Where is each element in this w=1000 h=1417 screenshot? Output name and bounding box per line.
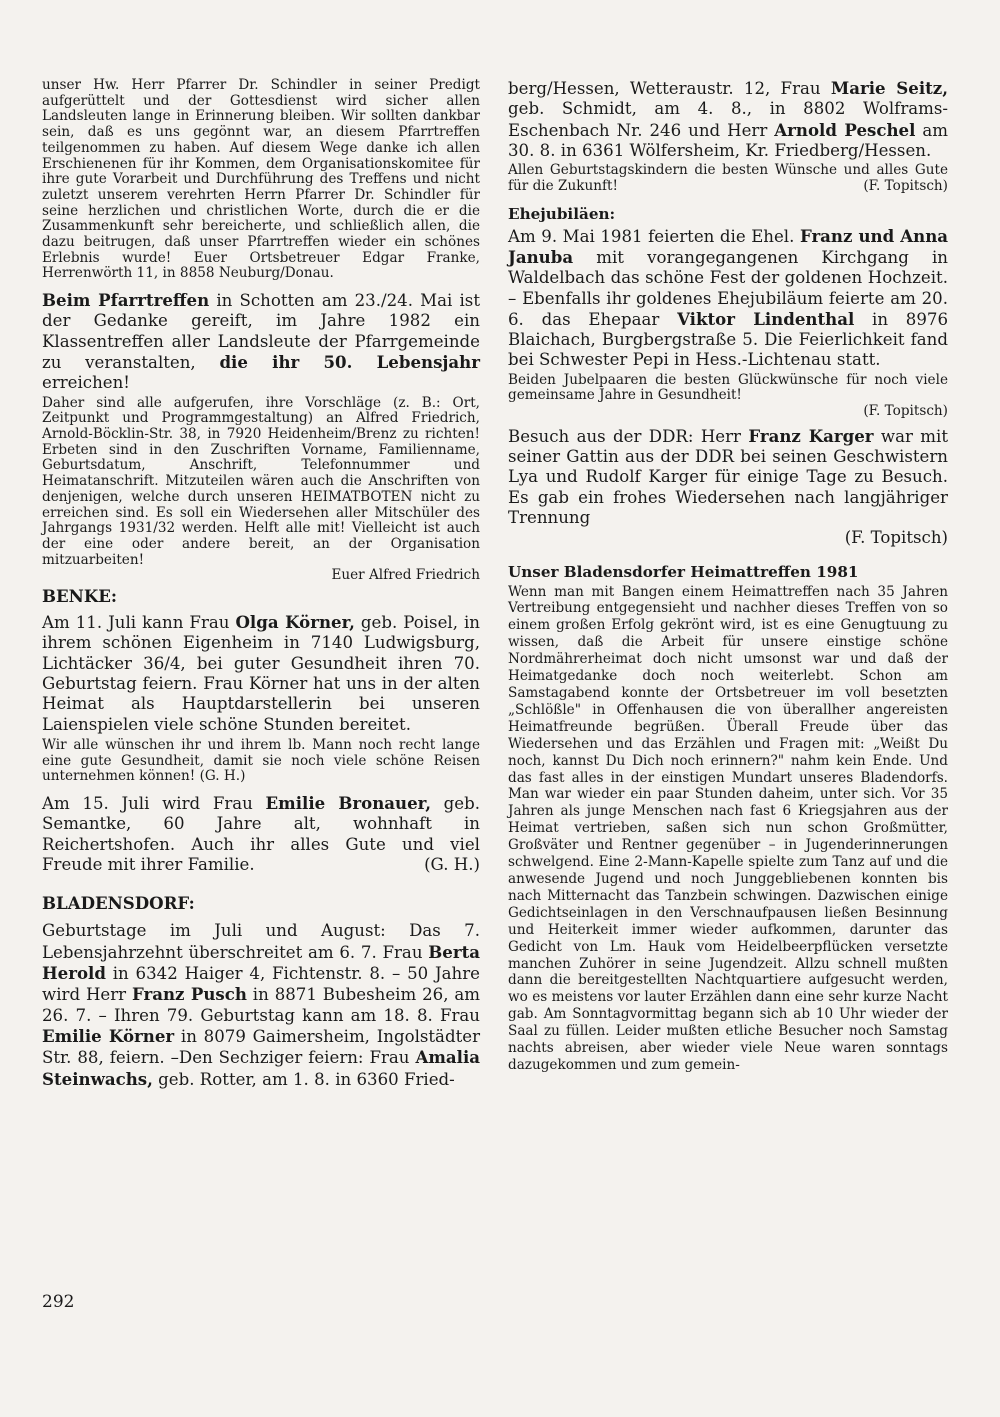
aufruf-signature: Euer Alfred Friedrich [331,567,480,584]
steinwachs-name: Amalia Steinwachs, [42,1047,480,1089]
heimattreffen-paragraph: Wenn man mit Bangen einem Heimattreffen nach 35 Jahren Vertreibung entgegensieht und nachher dieses Treffen von so einem großen Erfolg gekrönt wird, ist es eine Genugtuung zu wissen, daß die Arbeit für unsere einstige schöne Nordmährerheimat doch nicht umsonst war und daß der Heimatgedanke doch noch weiterlebt. Schon am Samstagabend konnte der Ortsbetreuer im voll besetzten „Schlößle" in Offenhausen die von überallher angereisten Heimatfreunde begrüßen. Überall Freude über das Wiedersehen und das Erzählen und Fragen mit: „Weißt Du noch, kannst Du Dich noch erinnern?" nahm kein Ende. Und das fast alles in der einstigen Mundart unseres Bladendorfs. Man war wieder ein paar Stunden daheim, unter sich. Vor 35 Jahren als junge Menschen nach fast 6 Kriegsjahren aus der Heimat vertrieben, saßen sich nun schon Großmütter, Großväter und Rentner gegenüber – in Jugenderinnerungen schwelgend. Eine 2-Mann-Kapelle spielte zum Tanz auf und die anwesende Jugend und noch Junggebliebenen konnten bis nach Mitternacht das Tanzbein schwingen. Dazwischen einige Gedichtseinlagen in den Verschnaufpausen ließen Besinnung und Heiterkeit immer wieder aufkommen, darunter das Gedicht von Lm. Hauk vom Heidelbeerpflücken versetzte manchen Zuhörer in seine Jugendzeit. Allzu schnell mußten dann die bereitgestellten Nachtquartiere aufgesucht werden, wo es meistens vor lauter Erzählen dann eine sehr kurze Nacht gab. Am Sonntagvormittag begann sich ab 10 Uhr wieder der Saal zu füllen. Leider mußten etliche Besucher noch Samstag nachts abreisen, aber wieder viele Neue waren sonntags dazugekommen und zum gemein- [508,583,948,1073]
peschel-name: Arnold Peschel [774,119,916,140]
geburtstage-paragraph [42,921,480,1089]
lebensjahr-keyword: die ihr 50. Lebensjahr [219,352,480,373]
ehejubilaeen-paragraph [508,226,948,371]
ehejubilaeen-heading: Ehejubiläen: [508,204,616,223]
koerner-text: geb. Poisel, in ihrem schönen Eigenheim in 7140 Ludwigsburg, Lichtäcker 36/4, bei guter Gesundheit ihren 70. Geburtstag feiern. Frau Körner hat uns in der alten Heimat als Hauptdarstellerin bei unseren Laienspielen viele schöne Stunden bereitet. [42,613,480,734]
aufruf-paragraph: Daher sind alle aufgerufen, ihre Vorschläge (z. B.: Ort, Zeitpunkt und Programmgestaltung) an Alfred Friedrich, Arnold-Böcklin-Str. 38, in 7920 Heidenheim/Brenz zu richten! Erbeten sind in den Zuschriften Vorname, Familienname, Geburtsdatum, Anschrift, Telefonnummer und Heimatanschrift. Mitzuteilen wären auch die Anschriften von denjenigen, welche durch unseren HEIMATBOTEN nicht zu erreichen sind. Es soll ein Wiedersehen aller Mitschüler des Jahrgangs 1931/32 werden. Helft alle mit! Vielleicht ist auch der eine oder andere bereit, an der Organisation mitzuarbeiten! [42,394,480,568]
birthday-wishes-signature: (F. Topitsch) [863,177,948,194]
geburtstage-text-4: in 8079 Gaimersheim, Ingolstädter Str. 88, feiern. –Den Sechziger feiern: Frau [42,1026,480,1068]
ddr-paragraph [508,426,948,528]
geburtstage-text-2: in 6342 Haiger 4, Fichtenstr. 8. – 50 Jahre wird Herr [42,964,480,1005]
koerner-name: Olga Körner, [235,612,355,633]
birthday-wishes: Allen Geburtstagskindern die besten Wünsche und alles Gute für die Zukunft! [508,162,948,194]
ehejubilaeen-text-1: Am 9. Mai 1981 feierten die Ehel. [508,226,800,246]
karger-name: Franz Karger [748,425,874,446]
ehejubilaeen-text-2: mit vorangegangenen Kirchgang in Waldelbach das schöne Fest der goldenen Hochzeit. – Ebenfalls ihr goldenes Ehejubiläum feierte am 20. 6. das Ehepaar [508,247,948,329]
seitz-name: Marie Seitz, [830,78,949,98]
geburtstage-text-1: Geburtstage im Juli und August: Das 7. Lebensjahrzehnt überschreitet am 6. 7. Frau [42,921,480,962]
bronauer-text: geb. Semantke, 60 Jahre alt, wohnhaft in Reichertshofen. Auch ihr alles Gute und viel Freude mit ihrer Familie. [42,793,480,874]
pfarrtreffen-keyword: Beim Pfarrtreffen [42,290,210,311]
geburtstage-text-5: geb. Rotter, am 1. 8. in 6360 Fried- [152,1069,455,1089]
geburtstage-cont-text-1: berg/Hessen, Wetteraustr. 12, Frau [508,79,831,98]
pusch-name: Franz Pusch [132,984,247,1005]
left-column [42,78,480,1090]
lindenthal-name: Viktor Lindenthal [677,308,855,329]
emilie-koerner-name: Emilie Körner [42,1025,175,1046]
pfarrtreffen-text-end: erreichen! [42,373,130,393]
ddr-text-2: war mit seiner Gattin aus der DDR bei seinen Geschwistern Lya und Rudolf Karger für einige Tage zu Besuch. Es gab ein frohes Wiedersehen nach langjähriger Trennung [508,426,949,527]
geburtstage-cont-text-3: am 30. 8. in 6361 Wölfersheim, Kr. Friedberg/Hessen. [508,120,948,160]
page-number: 292 [42,1292,75,1312]
herold-name: Berta Herold [42,941,480,984]
heimattreffen-heading: Unser Bladensdorfer Heimattreffen 1981 [508,562,859,581]
bronauer-text-start: Am 15. Juli wird Frau [42,793,266,813]
intro-paragraph: unser Hw. Herr Pfarrer Dr. Schindler in seiner Predigt aufgerüttelt und der Gottesdienst wird sicher allen Landsleuten lange in Erinnerung bleiben. Wir sollten dankbar sein, daß es uns gegönnt war, an diesem Pfarrtreffen teilgenommen zu haben. Auf diesem Wege danke ich allen Erschienenen für ihr Kommen, dem Organisationskomitee für ihre gute Vorarbeit und Durchführung des Treffens und nicht zuletzt unserem verehrten Herrn Pfarrer Dr. Schindler für seine herzlichen und christlichen Worte, durch die er die Zusammenkunft sehr bereicherte, und schließlich allen, die dazu beitrugen, daß unser Pfarrtreffen wieder ein schönes Erlebnis wurde! Euer Ortsbetreuer Edgar Franke, Herrenwörth 11, in 8858 Neuburg/Donau. [42,77,480,282]
benke-heading: BENKE: [42,586,118,607]
pfarrtreffen-paragraph [42,290,480,393]
pfarrtreffen-text: in Schotten am 23./24. Mai ist der Gedanke gereift, im Jahre 1982 ein Klassentreffen aller Landsleute der Pfarrgemeinde zu veranstalten, [42,291,480,373]
bronauer-signature: (G. H.) [424,855,480,875]
geburtstage-continued [508,78,948,161]
right-column [508,78,948,1074]
koerner-paragraph [42,612,480,735]
koerner-wish: Wir alle wünschen ihr und ihrem lb. Mann noch recht lange eine gute Gesundheit, damit sie noch viele schöne Reisen unternehmen können! (G. H.) [42,736,480,785]
bladensdorf-heading: BLADENSDORF: [42,893,195,914]
ddr-text-1: Besuch aus der DDR: Herr [508,426,749,446]
jubel-signature: (F. Topitsch) [863,403,948,420]
ddr-signature: (F. Topitsch) [844,528,948,548]
januba-names: Franz und Anna Januba [508,225,949,267]
bronauer-name: Emilie Bronauer, [265,792,431,813]
koerner-text-start: Am 11. Juli kann Frau [42,613,236,633]
ehejubilaeen-text-3: in 8976 Blaichach, Burgbergstraße 5. Die Feierlichkeit fand bei Schwester Pepi in Hess.-Lichtenau statt. [508,309,948,370]
jubel-wish: Beiden Jubelpaaren die besten Glückwünsche für noch viele gemeinsame Jahre in Gesundheit! [508,371,948,404]
geburtstage-cont-text-2: geb. Schmidt, am 4. 8., in 8802 Wolframs-Eschenbach Nr. 246 und Herr [508,99,948,140]
geburtstage-text-3: in 8871 Bubesheim 26, am 26. 7. – Ihren 79. Geburtstag kann am 18. 8. Frau [42,985,480,1025]
